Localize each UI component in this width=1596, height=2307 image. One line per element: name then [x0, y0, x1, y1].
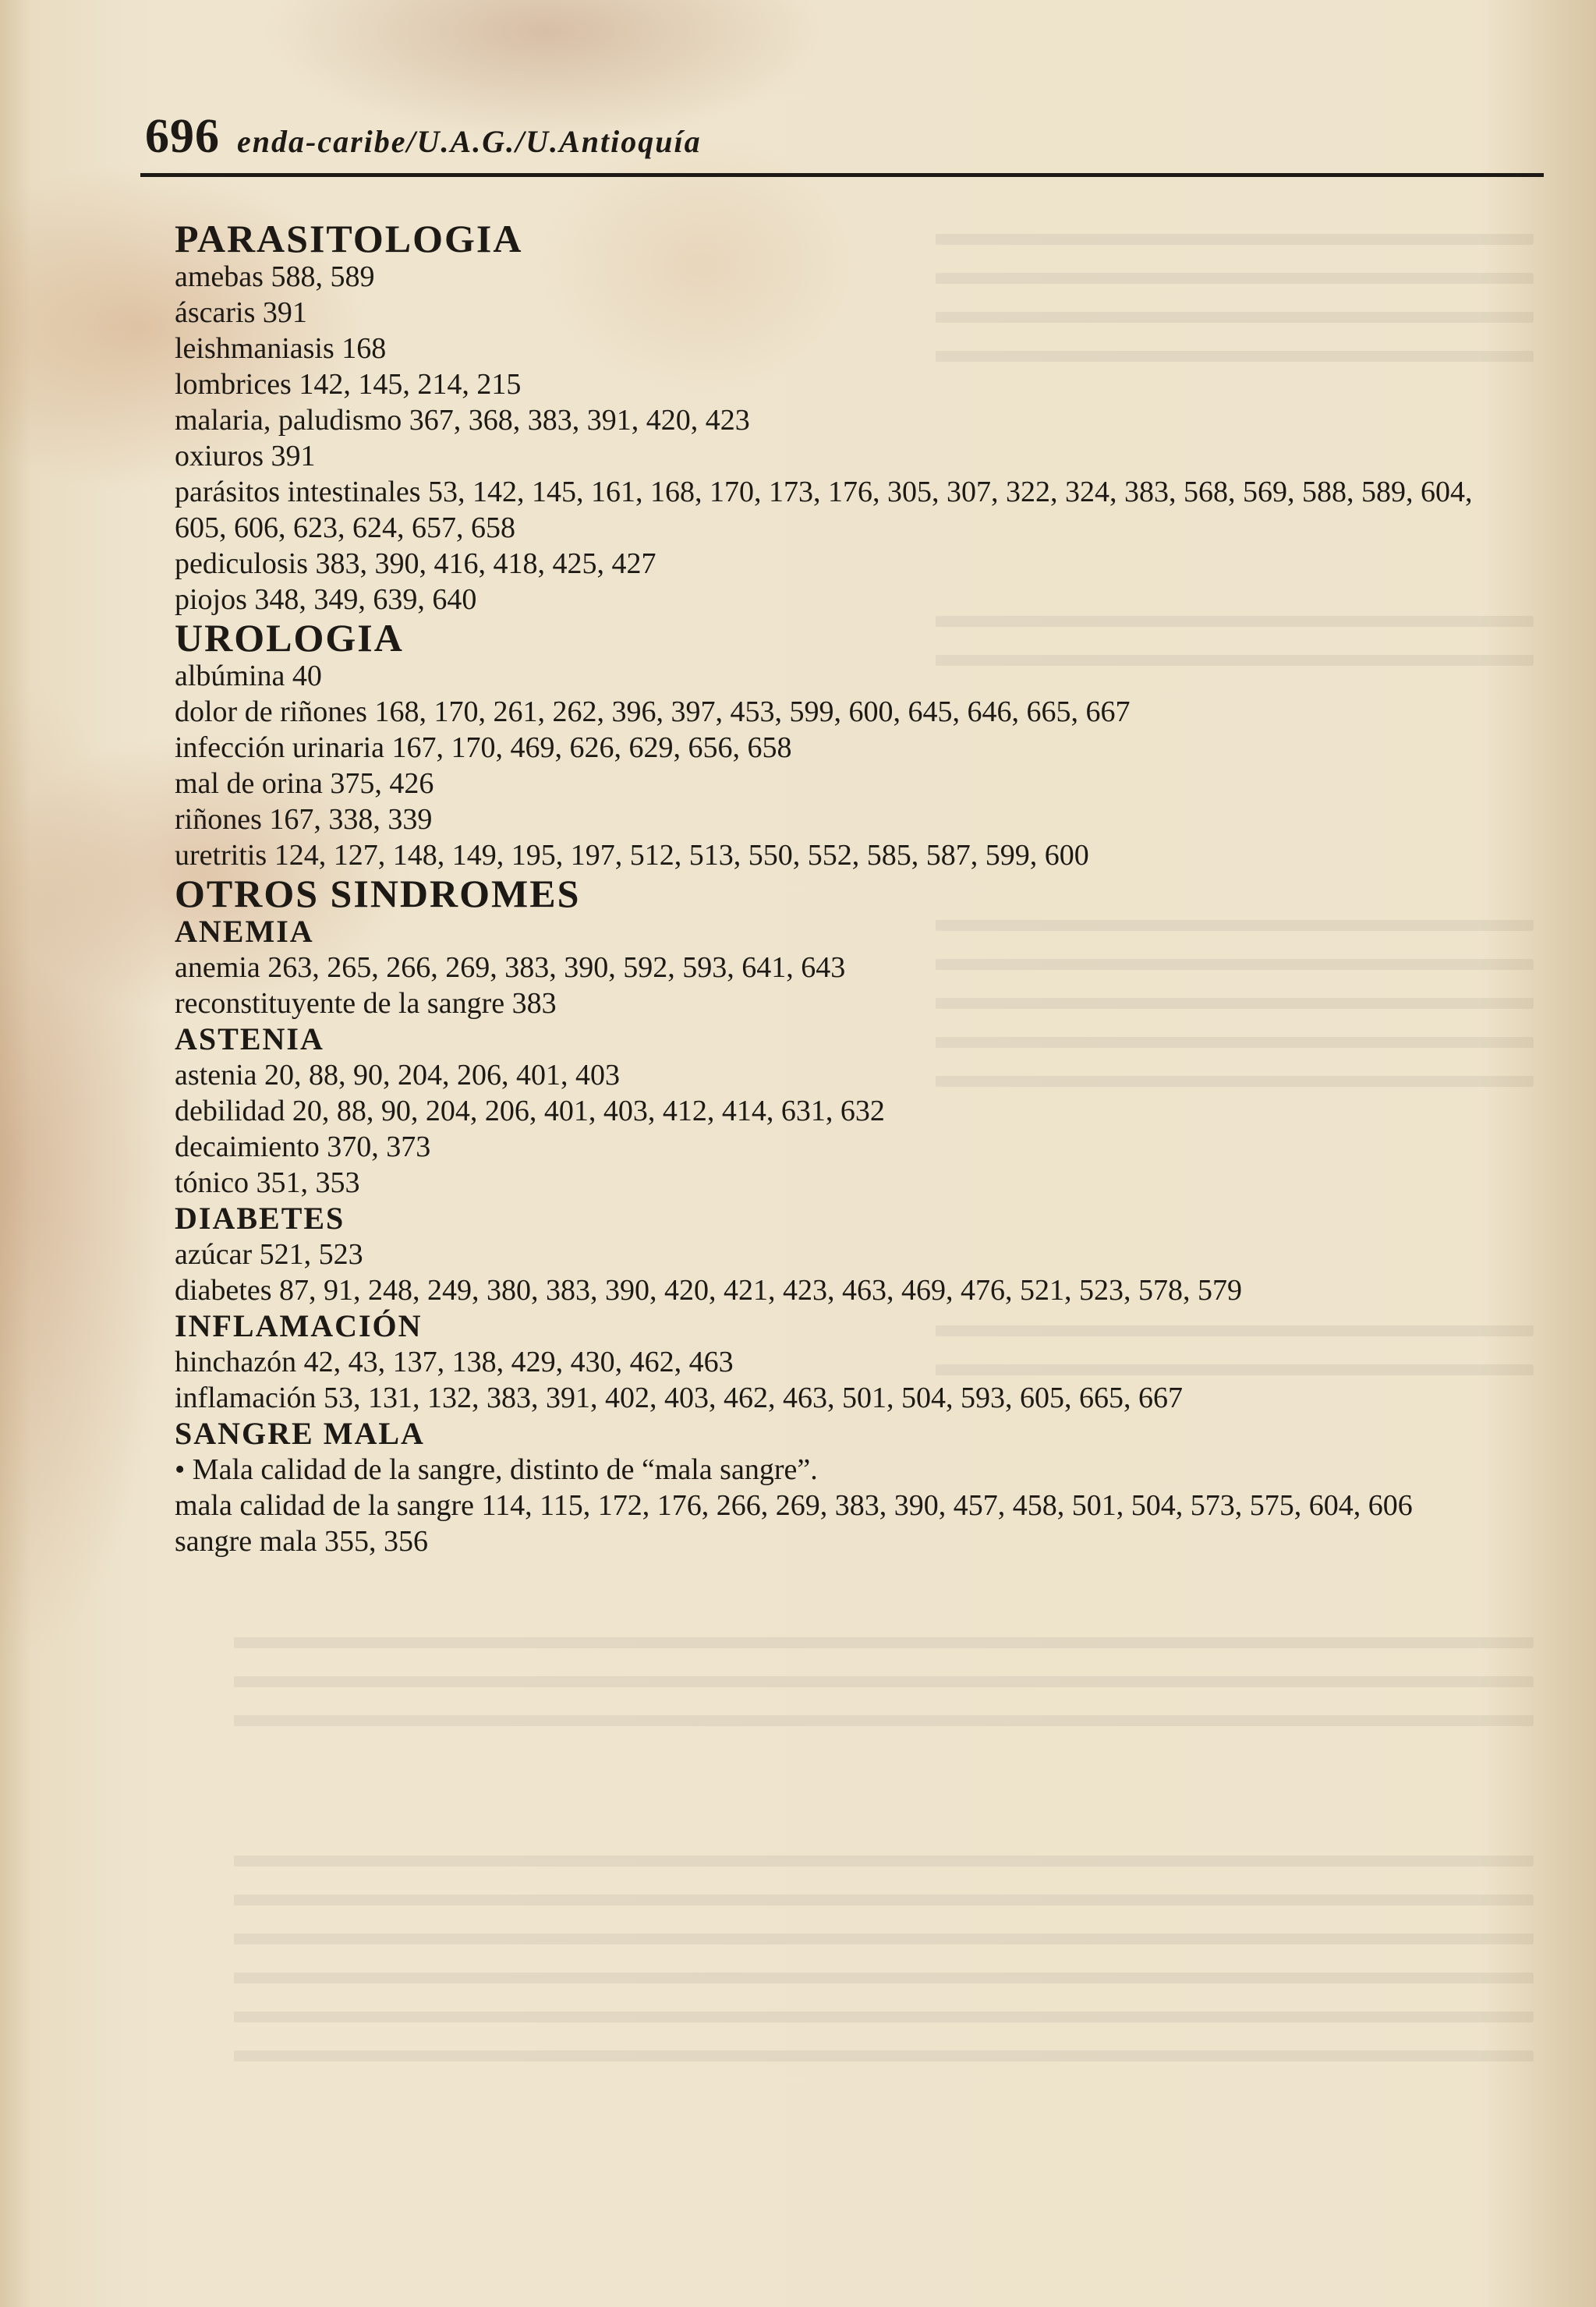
index-entry: anemia 263, 265, 266, 269, 383, 390, 592, 593, 641, 643 [175, 951, 846, 984]
subsection-inflamacion [175, 1308, 1516, 1416]
subsection-heading: ASTENIA [175, 1021, 324, 1056]
section-heading: UROLOGIA [175, 616, 404, 660]
index-entry: piojos 348, 349, 639, 640 [175, 583, 477, 616]
index-entry: dolor de riñones 168, 170, 261, 262, 396, 397, 453, 599, 600, 645, 646, 665, 667 [175, 695, 1131, 728]
header-rule [140, 173, 1544, 177]
index-entry: lombrices 142, 145, 214, 215 [175, 368, 522, 401]
index-entry: malaria, paludismo 367, 368, 383, 391, 420, 423 [175, 404, 750, 437]
subsection-note: • Mala calidad de la sangre, distinto de “mala sangre”. [175, 1453, 818, 1486]
index-entry: pediculosis 383, 390, 416, 418, 425, 427 [175, 547, 656, 580]
subsection-diabetes [175, 1201, 1516, 1308]
index-entry: áscaris 391 [175, 296, 307, 329]
bleed-through-line [234, 2050, 1534, 2061]
section-heading: OTROS SINDROMES [175, 872, 581, 915]
bleed-through-line [234, 1895, 1534, 1905]
index-entry: debilidad 20, 88, 90, 204, 206, 401, 403, 412, 414, 631, 632 [175, 1095, 885, 1127]
bleed-through-line [234, 1715, 1534, 1726]
subsection-heading: SANGRE MALA [175, 1416, 425, 1451]
bleed-through-line [234, 1637, 1534, 1648]
index-entry: mala calidad de la sangre 114, 115, 172, 176, 266, 269, 383, 390, 457, 458, 501, 504, 573, 575, 604, 606 [175, 1489, 1413, 1522]
bleed-through-line [234, 1973, 1534, 1983]
index-entry: tónico 351, 353 [175, 1166, 360, 1199]
index-entry: uretritis 124, 127, 148, 149, 195, 197, 512, 513, 550, 552, 585, 587, 599, 600 [175, 839, 1089, 872]
subsection-heading: DIABETES [175, 1201, 345, 1236]
section-urologia [175, 617, 1516, 873]
index-entry: inflamación 53, 131, 132, 383, 391, 402, 403, 462, 463, 501, 504, 593, 605, 665, 667 [175, 1382, 1183, 1414]
subsection-anemia [175, 914, 1516, 1021]
index-entry: sangre mala 355, 356 [175, 1525, 429, 1558]
page-number: 696 [145, 110, 220, 163]
index-entry: hinchazón 42, 43, 137, 138, 429, 430, 462, 463 [175, 1346, 734, 1378]
index-entry: infección urinaria 167, 170, 469, 626, 629, 656, 658 [175, 731, 792, 764]
section-heading: PARASITOLOGIA [175, 217, 523, 260]
section-parasitologia [175, 218, 1516, 617]
index-entry: albúmina 40 [175, 660, 322, 692]
index-entry: leishmaniasis 168 [175, 332, 387, 365]
index-content [175, 218, 1516, 1559]
bleed-through-line [234, 1934, 1534, 1944]
bleed-through-line [234, 1856, 1534, 1866]
index-entry: riñones 167, 338, 339 [175, 803, 433, 836]
running-head: enda-caribe/U.A.G./U.Antioquía [237, 124, 702, 159]
index-entry: oxiuros 391 [175, 440, 316, 472]
index-entry: diabetes 87, 91, 248, 249, 380, 383, 390, 420, 421, 423, 463, 469, 476, 521, 523, 578, 579 [175, 1274, 1243, 1307]
bleed-through-line [234, 2012, 1534, 2022]
index-entry: astenia 20, 88, 90, 204, 206, 401, 403 [175, 1059, 621, 1092]
subsection-astenia [175, 1021, 1516, 1201]
index-entry: amebas 588, 589 [175, 260, 375, 293]
index-entry: reconstituyente de la sangre 383 [175, 987, 557, 1020]
subsection-heading: INFLAMACIÓN [175, 1308, 423, 1343]
index-entry: mal de orina 375, 426 [175, 767, 434, 800]
index-entry: parásitos intestinales 53, 142, 145, 161, 168, 170, 173, 176, 305, 307, 322, 324, 383, 568, 569, 588, 589, 604, 605, 606, 623, 624, 657, 658 [175, 476, 1473, 544]
subsection-sangre-mala [175, 1416, 1516, 1559]
bleed-through-line [234, 1676, 1534, 1687]
index-entry: decaimiento 370, 373 [175, 1131, 431, 1163]
subsection-heading: ANEMIA [175, 914, 314, 949]
page-header [145, 109, 702, 172]
index-entry: azúcar 521, 523 [175, 1238, 363, 1271]
section-otros-sindromes [175, 873, 1516, 1559]
